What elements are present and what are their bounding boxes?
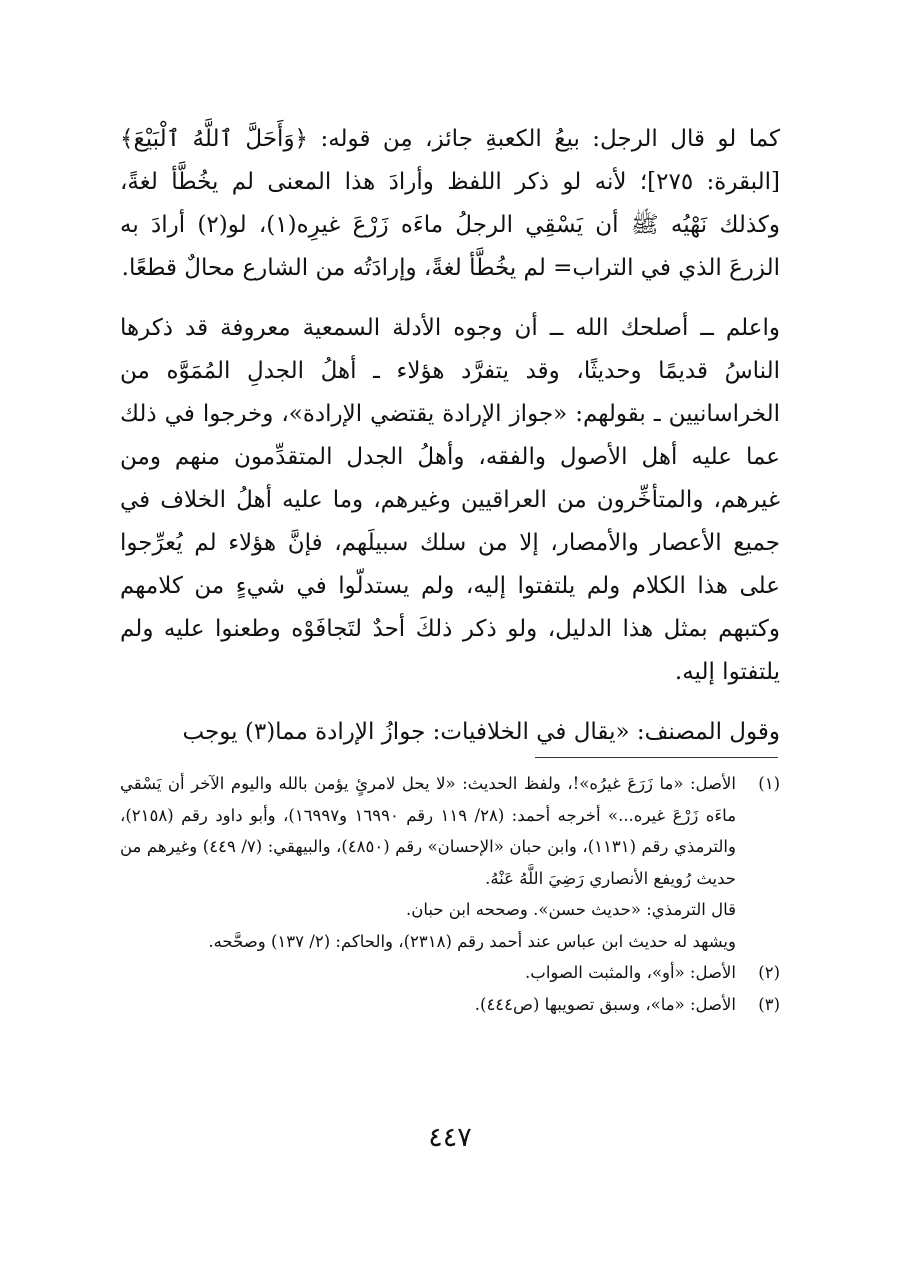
footnote-3	[120, 989, 780, 1021]
paragraph-2: واعلم ــ أصلحك الله ــ أن وجوه الأدلة السمعية معروفة قد ذكرها الناسُ قديمًا وحديثًا، وقد يتفرَّد هؤلاء ـ أهلُ الجدلِ المُمَوَّه من الخراسانيين ـ بقولهم: «جواز الإرادة يقتضي الإرادة»، وخرجوا في ذلك عما عليه أهل الأصول والفقه، وأهلُ الجدل المتقدِّمون منهم ومن غيرهم، والمتأخِّرون من العراقيين وغيرهم، وما عليه أهلُ الخلاف في جميع الأعصار والأمصار، إلا من سلك سبيلَهم، فإنَّ هؤلاء لم يُعرِّجوا على هذا الكلام ولم يلتفتوا إليه، ولم يستدلّوا في شيءٍ من كلامهم وكتبهم بمثل هذا الدليل، ولو ذكر ذلكَ أحدٌ لتَجافَوْه وطعنوا عليه ولم يلتفتوا إليه.	[120, 315, 780, 685]
paragraph-1: كما لو قال الرجل: بيعُ الكعبةِ جائز، مِن قوله: ﴿وَأَحَلَّ ٱللَّهُ ٱلْبَيْعَ﴾ [البقرة: ٢٧٥]؛ لأنه لو ذكر اللفظ وأرادَ هذا المعنى لم يخُطَّأ لغةً، وكذلك نَهْيُه ﷺ أن يَسْقِي الرجلُ ماءَه زَرْعَ غيرِه(١)، لو(٢) أرادَ به الزرعَ الذي في التراب= لم يخُطَّأ لغةً، وإرادَتُه من الشارع محالٌ قطعًا.	[120, 126, 780, 281]
footnote-2	[120, 957, 780, 989]
footnote-text: الأصل: «ما زَرَعَ غيرُه»!، ولفظ الحديث: «لا يحل لامرئٍ يؤمن بالله واليوم الآخر أن يَسْقي ماءَه زَرْعَ غيره...» أخرجه أحمد: (٢٨/ ١١٩ رقم ١٦٩٩٠ و١٦٩٩٧)، وأبو داود رقم (٢١٥٨)، والترمذي رقم (١١٣١)، وابن حبان «الإحسان» رقم (٤٨٥٠)، والبيهقي: (٧/ ٤٤٩) وغيرهم من حديث رُويفع الأنصاري رَضِيَ اللَّهُ عَنْهُ.	[120, 774, 737, 888]
footnotes	[120, 768, 780, 1020]
main-text	[120, 118, 780, 754]
footnote-text: ويشهد له حديث ابن عباس عند أحمد رقم (٢٣١٨)، والحاكم: (٢/ ١٣٧) وصحَّحه.	[208, 931, 736, 951]
footnote-number: (٢)	[758, 963, 780, 982]
page-number: ٤٤٧	[428, 1122, 472, 1153]
paragraph-3: وقول المصنف: «يقال في الخلافيات: جوازُ الإرادة مما(٣) يوجب	[182, 719, 780, 745]
footnote-text: الأصل: «ما»، وسبق تصويبها (ص٤٤٤).	[474, 994, 736, 1014]
footnote-number: (٣)	[758, 994, 780, 1014]
footnote-1	[120, 768, 780, 957]
footnote-text: الأصل: «أو»، والمثبت الصواب.	[525, 963, 736, 982]
footnote-number: (١)	[758, 774, 780, 793]
footnote-text: قال الترمذي: «حديث حسن». وصححه ابن حبان.	[405, 900, 736, 919]
footnote-divider	[535, 757, 778, 758]
